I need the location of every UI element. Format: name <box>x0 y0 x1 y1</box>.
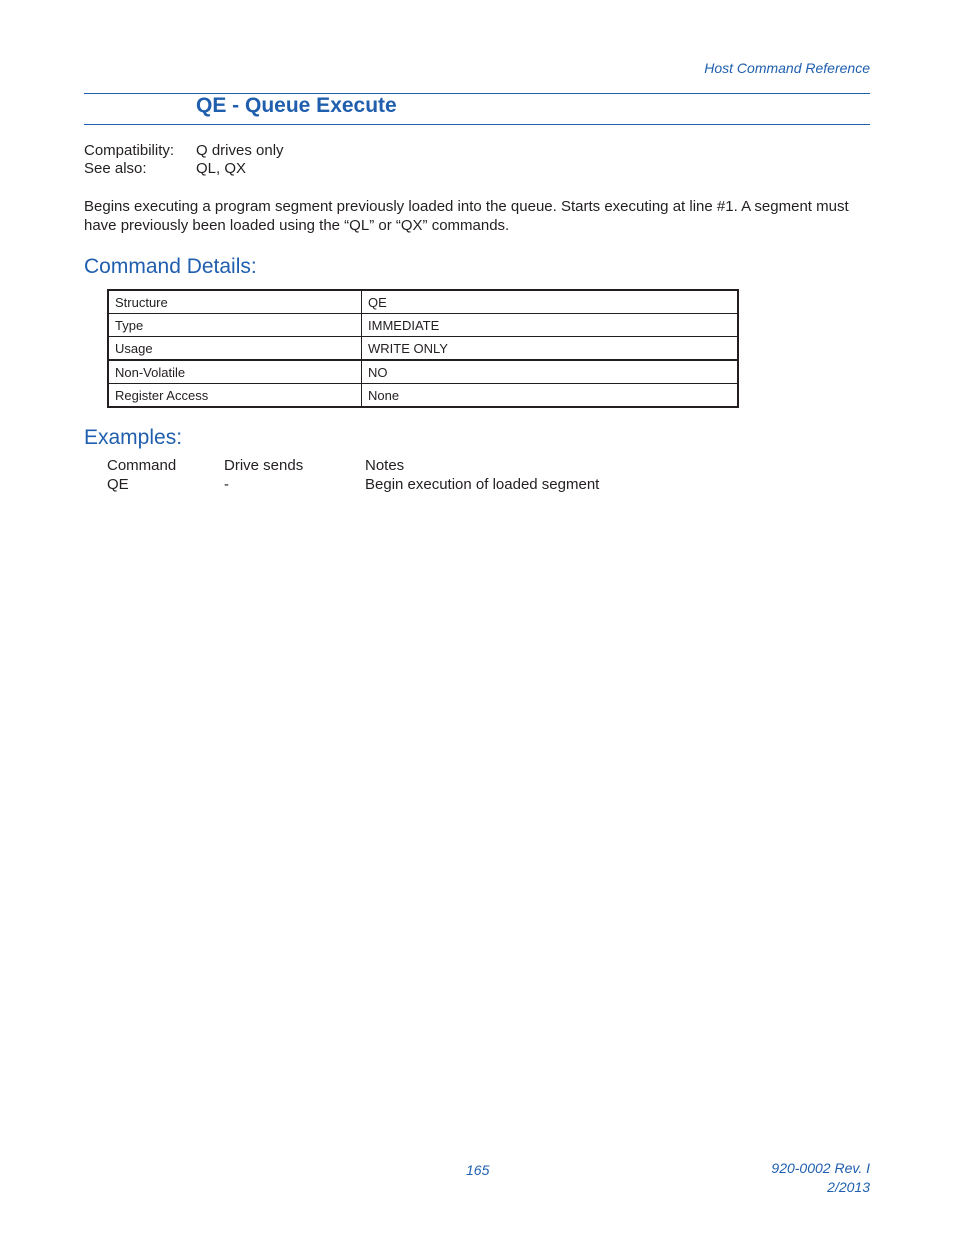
detail-key: Non-Volatile <box>108 360 362 384</box>
command-details-table <box>107 289 739 408</box>
detail-key: Register Access <box>108 384 362 408</box>
compatibility-value: Q drives only <box>196 142 284 159</box>
title-bottom-rule <box>84 124 870 125</box>
detail-value: None <box>362 384 739 408</box>
detail-key: Structure <box>108 290 362 314</box>
document-revision <box>771 1159 870 1197</box>
example-drive-sends: - <box>224 476 229 493</box>
examples-column-drive-sends: Drive sends <box>224 457 304 474</box>
page-title: QE - Queue Execute <box>196 94 397 117</box>
command-description: Begins executing a program segment previously loaded into the queue. Starts executing at line #1. A segment must have previously been loaded using the “QL” or “QX” commands. <box>84 198 849 234</box>
examples-column-notes: Notes <box>365 457 405 474</box>
detail-value: IMMEDIATE <box>362 314 739 337</box>
table-row <box>108 337 738 361</box>
table-row <box>108 290 738 314</box>
doc-number: 920-0002 Rev. I <box>771 1160 870 1176</box>
see-also-value: QL, QX <box>196 160 247 177</box>
running-header: Host Command Reference <box>704 60 870 76</box>
compatibility-label: Compatibility: <box>84 142 175 159</box>
see-also-label: See also: <box>84 160 147 177</box>
doc-date: 2/2013 <box>827 1179 870 1195</box>
example-notes: Begin execution of loaded segment <box>365 476 600 493</box>
detail-value: WRITE ONLY <box>362 337 739 361</box>
examples-column-command: Command <box>107 457 177 474</box>
command-details-heading: Command Details: <box>84 255 257 278</box>
detail-key: Usage <box>108 337 362 361</box>
table-row <box>108 384 738 408</box>
page-number: 165 <box>466 1162 490 1178</box>
examples-heading: Examples: <box>84 426 183 449</box>
detail-value: NO <box>362 360 739 384</box>
table-row <box>108 360 738 384</box>
example-command: QE <box>107 476 129 493</box>
table-row <box>108 314 738 337</box>
detail-value: QE <box>362 290 739 314</box>
detail-key: Type <box>108 314 362 337</box>
